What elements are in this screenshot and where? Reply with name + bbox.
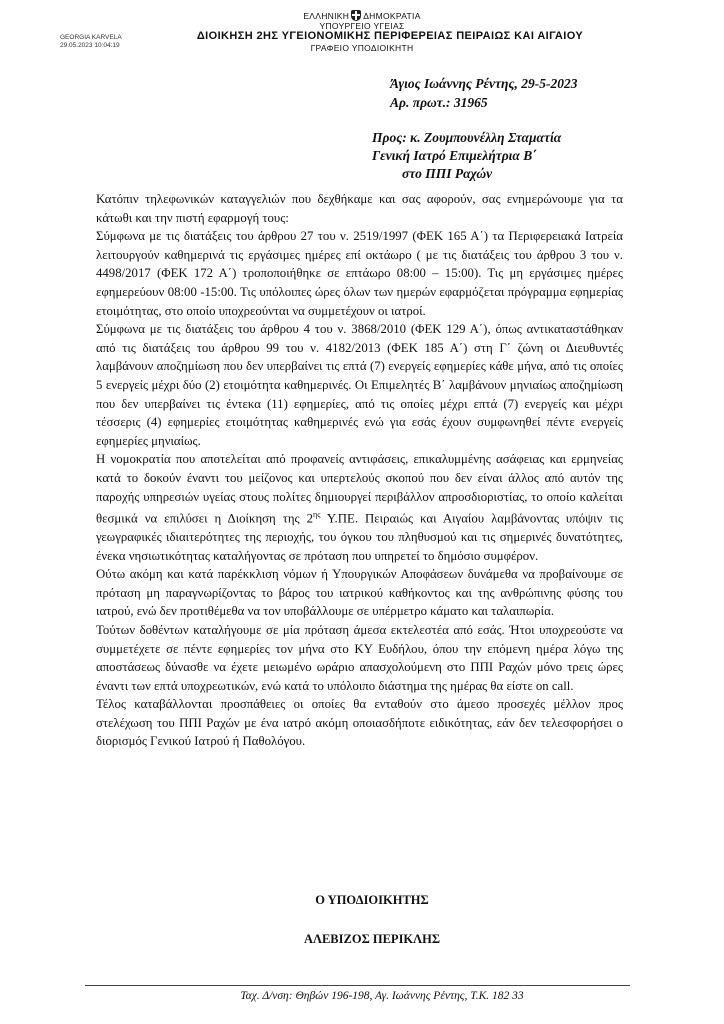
signer-name: ΑΛΕΒΙΖΟΣ ΠΕΡΙΚΛΗΣ <box>303 932 441 946</box>
letterhead-republic-part2: ΔΗΜΟΚΡΑΤΙΑ <box>363 11 421 21</box>
letter-body <box>96 190 623 751</box>
footer-divider <box>85 985 630 986</box>
document-meta <box>390 74 577 112</box>
signer-title: Ο ΥΠΟΔΙΟΙΚΗΤΗΣ <box>315 893 429 907</box>
signature-stamp-timestamp: 29.05.2023 10:04:19 <box>60 42 120 49</box>
body-paragraph-7: Τέλος καταβάλλονται προσπάθειες οι οποίες θα ενταθούν στο άμεσο προσεχές μέλλον προς στελέχωση του ΠΠΙ Ραχών με ένα ιατρό ακόμη οποιασδήποτε ειδικότητας, εάν δεν τελεσφορήσει ο διορισμός Γενικού Ιατρού ή Παθολόγου. <box>96 697 623 749</box>
body-paragraph-2: Σύμφωνα με τις διατάξεις του άρθρου 27 του ν. 2519/1997 (ΦΕΚ 165 Α΄) τα Περιφερειακά Ιατρεία λειτουργούν καθημερινά τις εργάσιμες ημέρες επί οκτάωρο ( με τις διατάξεις του άρθρου 3 του ν. 4498/2017 (ΦΕΚ 172 Α΄) τροποποιήθηκε σε επτάωρο 08:00 – 15:00). Τις μη εργάσιμες ημέρες εφημερεύουν 08:00 -15:00. Τις υπόλοιπες ώρες όλων των ημερών εφαρμόζεται πρόγραμμα εφημερίας ετοιμότητας, στο οποίο υποχρεούνται να συμμετέχουν οι ιατροί. <box>96 229 623 318</box>
recipient-line-1: Προς: κ. Ζουμπουνέλλη Σταματία <box>372 130 562 145</box>
letterhead-republic <box>0 10 724 21</box>
body-paragraph-1: Κατόπιν τηλεφωνικών καταγγελιών που δεχθήκαμε και σας αφορούν, σας ενημερώνουμε για τα κάτωθι και την πιστή εφαρμογή τους: <box>96 192 623 225</box>
body-paragraph-4: Η νομοκρατία που αποτελείται από προφανείς αντιφάσεις, επικαλυμμένης ασάφειας και ερμηνείας κατά το δοκούν έναντι του μείζονος και υπερτελούς σκοπού που δεν είναι άλλος από αυτόν της παροχής υπηρεσιών υγείας στους πολίτες δημιουργεί περιβάλλον απροσδιοριστίας, το οποίο καλείται θεσμικά να επιλύσει η Διοίκηση της $2^{\eta\varsigma}$ Υ.ΠΕ. Πειραιώς και Αιγαίου λαμβάνοντας υπόψιν τις γεωγραφικές ιδιαιτερότητες της περιοχής, του όγκου του πληθυσμού και τις σημερινές δυνατότητες, ένεκα νησιωτικότητας καταλήγοντας σε πρόταση που υπηρετεί το δημόσιο συμφέρον. <box>96 452 624 563</box>
letterhead-authority: ΔΙΟΙΚΗΣΗ 2ΗΣ ΥΓΕΙΟΝΟΜΙΚΗΣ ΠΕΡΙΦΕΡΕΙΑΣ ΠΕΙΡΑΙΩΣ ΚΑΙ ΑΙΓΑΙΟΥ <box>196 30 584 42</box>
footer-address: Ταχ. Δ/νση: Θηβών 196-198, Αγ. Ιωάννης Ρέντης, Τ.Κ. 182 33 <box>240 990 524 1002</box>
signature-stamp-name: GEORGIA KARVELA <box>60 34 122 41</box>
body-paragraph-5: Ούτω ακόμη και κατά παρέκκλιση νόμων ή Υπουργικών Αποφάσεων δυνάμεθα να προβαίνουμε σε πρόταση μη παραγνωρίζοντας το βάρος του ιατρικού καθήκοντος και της ανθρώπινης φύσης του ιατρού, ενώ δεν προτιθέμεθα να τον υποβάλλουμε σε υπέρμετρο κάματο και ταλαιπωρία. <box>96 567 623 619</box>
recipient-line-2: Γενική Ιατρό Επιμελήτρια Β΄ <box>372 148 537 163</box>
ordinal-suffix: ης <box>313 510 321 520</box>
recipient-line-3: στο ΠΠΙ Ραχών <box>402 166 493 181</box>
letterhead-republic-part1: ΕΛΛΗΝΙΚΗ <box>303 11 350 21</box>
body-paragraph-6: Τούτων δοθέντων καταλήγουμε σε μία πρόταση άμεσα εκτελεστέα από εσάς. Ήτοι υποχρεούστε να συμμετέχετε σε πέντε εφημερίες τον μήνα στο ΚΥ Ευδήλου, όπου την επόμενη ημέρα λόγω της αποστάσεως δύνασθε να έχετε μειωμένο ωράριο απασχολούμενη στο ΠΠΙ Ραχών μόνο τρεις ώρες έναντι των επτά υποχρεωτικών, ενώ κατά το υπόλοιπο διάστημα της ημέρας θα είστε on call. <box>96 622 623 693</box>
recipient-block <box>372 129 561 183</box>
protocol-number: Αρ. πρωτ.: 31965 <box>390 95 488 110</box>
letterhead-office: ΓΡΑΦΕΙΟ ΥΠΟΔΙΟΙΚΗΤΗ <box>310 43 414 53</box>
place-date: Άγιος Ιωάννης Ρέντης, 29-5-2023 <box>390 76 578 91</box>
body-paragraph-3: Σύμφωνα με τις διατάξεις του άρθρου 4 του ν. 3868/2010 (ΦΕΚ 129 Α΄), όπως αντικαταστάθηκαν από τις διατάξεις του άρθρου 99 του ν. 4182/2013 (ΦΕΚ 185 Α΄) στη Γ΄ ζώνη οι Διευθυντές λαμβάνουν αποζημίωση που δεν υπερβαίνει τις επτά (7) ενεργείς εφημερίες κάθε μήνα, από τις οποίες 5 ενεργείς μέχρι δύο (2) ετοιμότητα καθημερινές. Οι Επιμελητές Β΄ λαμβάνουν μηνιαίως αποζημίωση που δεν υπερβαίνει τις έντεκα (11) εφημερίες, από τις οποίες μέχρι επτά (7) ενεργείς και μέχρι τέσσερις (4) εφημερίες ετοιμότητας καθημερινές ενώ για εσάς έχουν συμφωνηθεί πέντε ενεργείς εφημερίες μηνιαίως. <box>96 322 623 448</box>
letterhead-ministry: ΥΠΟΥΡΓΕΙΟ ΥΓΕΙΑΣ <box>319 21 405 31</box>
greek-cross-emblem-icon <box>351 10 361 21</box>
